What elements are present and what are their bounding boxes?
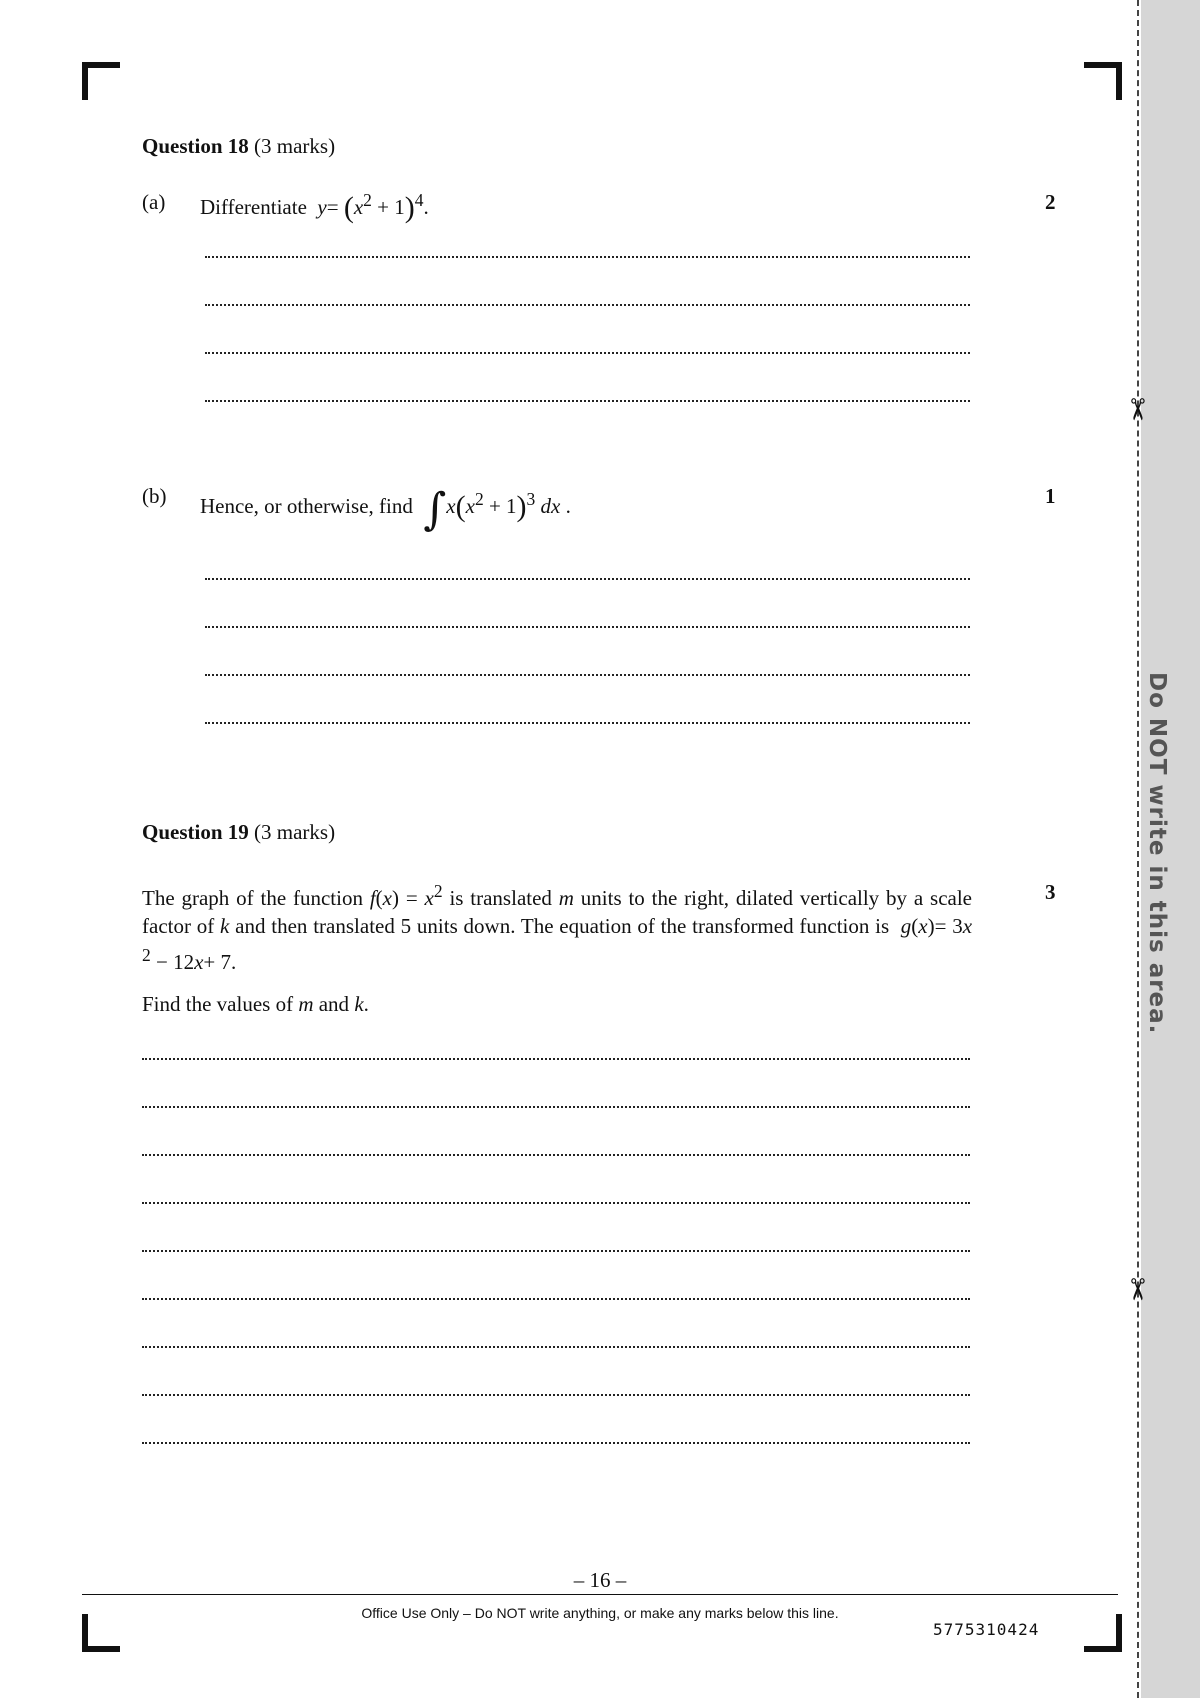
answer-line[interactable] xyxy=(142,1058,970,1060)
question-18-label: Question 18 xyxy=(142,134,249,158)
part-a-equation: $y= (x^2 + 1)^4$. xyxy=(317,190,429,224)
answer-line[interactable] xyxy=(205,722,970,724)
part-a-text xyxy=(200,190,429,225)
footer-rule xyxy=(82,1594,1118,1595)
question-19-marks: (3 marks) xyxy=(254,820,336,844)
q19-text: The graph of the function xyxy=(142,886,363,910)
q19-find-k: k xyxy=(354,992,364,1016)
question-19-find xyxy=(142,990,972,1018)
answer-line[interactable] xyxy=(142,1442,970,1444)
q19-text: is translated xyxy=(449,886,552,910)
answer-line[interactable] xyxy=(142,1298,970,1300)
question-18b xyxy=(142,484,1062,535)
answer-line[interactable] xyxy=(142,1202,970,1204)
answer-line[interactable] xyxy=(142,1106,970,1108)
q19-find-period: . xyxy=(363,992,369,1016)
part-a-label: (a) xyxy=(142,190,166,214)
answer-line[interactable] xyxy=(142,1346,970,1348)
question-19-title xyxy=(142,820,335,845)
part-b-text xyxy=(200,484,571,535)
q19-function-g: g(x)= 3x $^2$ − 12x+ 7. xyxy=(142,914,973,974)
answer-line[interactable] xyxy=(205,626,970,628)
corner-mark-top-left xyxy=(82,62,120,100)
answer-line[interactable] xyxy=(205,674,970,676)
part-a-instruction: Differentiate xyxy=(200,195,307,219)
office-use-notice: Office Use Only – Do NOT write anything, or make any marks below this line. xyxy=(361,1605,839,1621)
q19-text: and then translated 5 units down. The equation of the transformed function is xyxy=(235,914,890,938)
part-b-instruction: Hence, or otherwise, find xyxy=(200,494,413,518)
corner-mark-top-right xyxy=(1084,62,1122,100)
answer-line[interactable] xyxy=(142,1394,970,1396)
scissors-icon: ✂ xyxy=(1119,396,1155,423)
answer-line[interactable] xyxy=(205,400,970,402)
answer-line[interactable] xyxy=(205,578,970,580)
question-19-marks-margin: 3 xyxy=(1045,880,1056,904)
scissors-icon: ✂ xyxy=(1119,1276,1155,1303)
q19-find-m: m xyxy=(298,992,314,1016)
page-number: – 16 – xyxy=(573,1568,627,1592)
answer-line[interactable] xyxy=(142,1154,970,1156)
q19-variable-m: m xyxy=(558,886,574,910)
q19-find-text: and xyxy=(318,992,350,1016)
question-19-body xyxy=(142,877,972,976)
side-warning-text: Do NOT write in this area. xyxy=(1144,672,1170,1035)
answer-line[interactable] xyxy=(205,352,970,354)
answer-line[interactable] xyxy=(205,256,970,258)
part-b-label: (b) xyxy=(142,484,167,508)
q19-function-f: $f(x) = x^2$ xyxy=(369,881,443,910)
barcode-number: 5775310424 xyxy=(933,1620,1040,1639)
part-b-marks: 1 xyxy=(1045,484,1056,508)
cut-line xyxy=(1137,0,1139,1698)
answer-line[interactable] xyxy=(205,304,970,306)
question-18-marks: (3 marks) xyxy=(254,134,336,158)
q19-text: units to the right, dilated vertically by a scale factor of xyxy=(142,886,972,938)
question-18a xyxy=(142,190,1062,230)
answer-line[interactable] xyxy=(142,1250,970,1252)
question-18-title xyxy=(142,134,335,159)
question-19-label: Question 19 xyxy=(142,820,249,844)
q19-find-text: Find the values of xyxy=(142,992,294,1016)
part-b-equation: $\int x(x^2 + 1)^3$ dx . xyxy=(423,484,571,535)
q19-variable-k: k xyxy=(220,914,230,938)
part-a-marks: 2 xyxy=(1045,190,1056,214)
